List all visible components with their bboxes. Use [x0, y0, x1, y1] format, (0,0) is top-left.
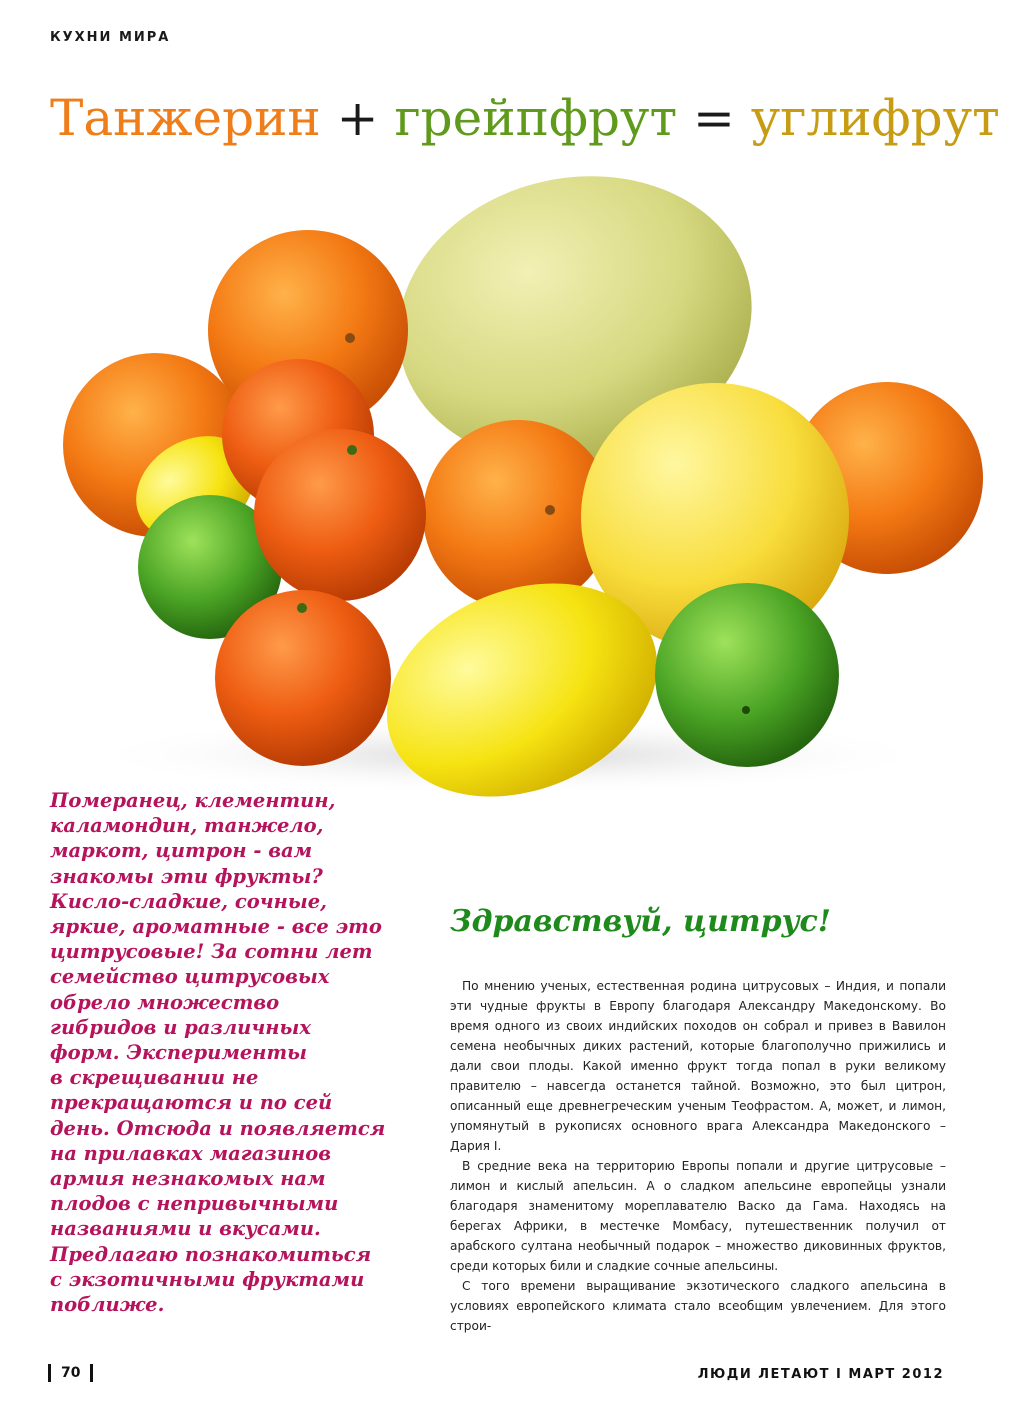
lead-line: армия незнакомых нам [50, 1167, 326, 1191]
lead-line: прекращаются и по сей [50, 1091, 333, 1115]
divider-bar [48, 1364, 51, 1382]
lead-line: Померанец, клементин, [50, 789, 336, 812]
title-plus: + [336, 89, 379, 147]
lead-line: знакомы эти фрукты? [50, 864, 323, 888]
lead-line: форм. Эксперименты [50, 1041, 307, 1065]
title-equals: = [693, 89, 735, 147]
footer-separator: I [836, 1367, 843, 1382]
article-body [450, 976, 946, 1336]
lead-line: маркот, цитрон - вам [50, 839, 313, 863]
citrus-photo [40, 170, 1000, 830]
lead-paragraph [50, 788, 410, 1317]
lead-line: с экзотичными фруктами [50, 1267, 365, 1291]
lead-line: цитрусовые! За сотни лет [50, 940, 373, 964]
magazine-name: ЛЮДИ ЛЕТАЮТ [697, 1367, 830, 1382]
lead-line: Кисло-сладкие, сочные, [50, 889, 327, 913]
article-paragraph: По мнению ученых, естественная родина цитрусовых – Индия, и попали эти чудные фрукты в Европу благодаря Александру Македонскому. Во время одного из своих индийских походов он собрал и привез в Вавилон семена необычных диких растений, которые благополучно прижились и дали свои плоды. Какой именно фрукт тогда попал в руки великому правителю – навсегда останется тайной. Возможно, это был цитрон, описанный еще древнегреческим ученым Теофрастом. А, может, и лимон, упомянутый в рукописях основного врага Александра Македонского – Дария I. [450, 979, 946, 1153]
article-paragraph: В средние века на территорию Европы попали и другие цитрусовые – лимон и кислый апельсин. А о сладком апельсине европейцы узнали благодаря знаменитому мореплавателю Васко да Гама. Находясь на берегах Африки, в местечке Момбасу, путешественник получил от арабского султана необычный подарок – множество диковинных фруктов, среди которых били и сладкие сочные апельсины. [450, 1159, 946, 1273]
section-tag: КУХНИ МИРА [50, 30, 171, 45]
lead-line: каламондин, танжело, [50, 814, 324, 838]
divider-bar [90, 1364, 93, 1382]
lead-line: на прилавках магазинов [50, 1141, 332, 1165]
lead-line: день. Отсюда и появляется [50, 1116, 386, 1140]
lead-line: Предлагаю познакомиться [50, 1242, 372, 1266]
lead-line: яркие, ароматные - все это [50, 915, 382, 939]
page-title [50, 82, 1000, 154]
magazine-issue [698, 1367, 944, 1382]
article-paragraph: С того времени выращивание экзотического сладкого апельсина в условиях европейского климата стало всеобщим увлечением. Для этого строи- [450, 1279, 946, 1333]
lead-line: плодов с непривычными [50, 1192, 339, 1216]
lead-line: поближе. [50, 1293, 165, 1317]
page-number-block [48, 1364, 93, 1382]
title-word-grapefruit: грейпфрут [394, 89, 678, 147]
title-word-uglifruit: углифрут [750, 89, 1000, 147]
lead-line: гибридов и различных [50, 1015, 311, 1039]
lead-line: семейство цитрусовых [50, 965, 330, 989]
article-subhead: Здравствуй, цитрус! [450, 904, 831, 939]
lead-line: в скрещивании не [50, 1066, 259, 1090]
issue-date: МАРТ 2012 [848, 1367, 944, 1382]
lead-line: обрело множество [50, 990, 280, 1014]
lead-line: названиями и вкусами. [50, 1217, 321, 1241]
title-word-tangerine: Танжерин [50, 89, 321, 147]
page-number: 70 [61, 1365, 81, 1381]
